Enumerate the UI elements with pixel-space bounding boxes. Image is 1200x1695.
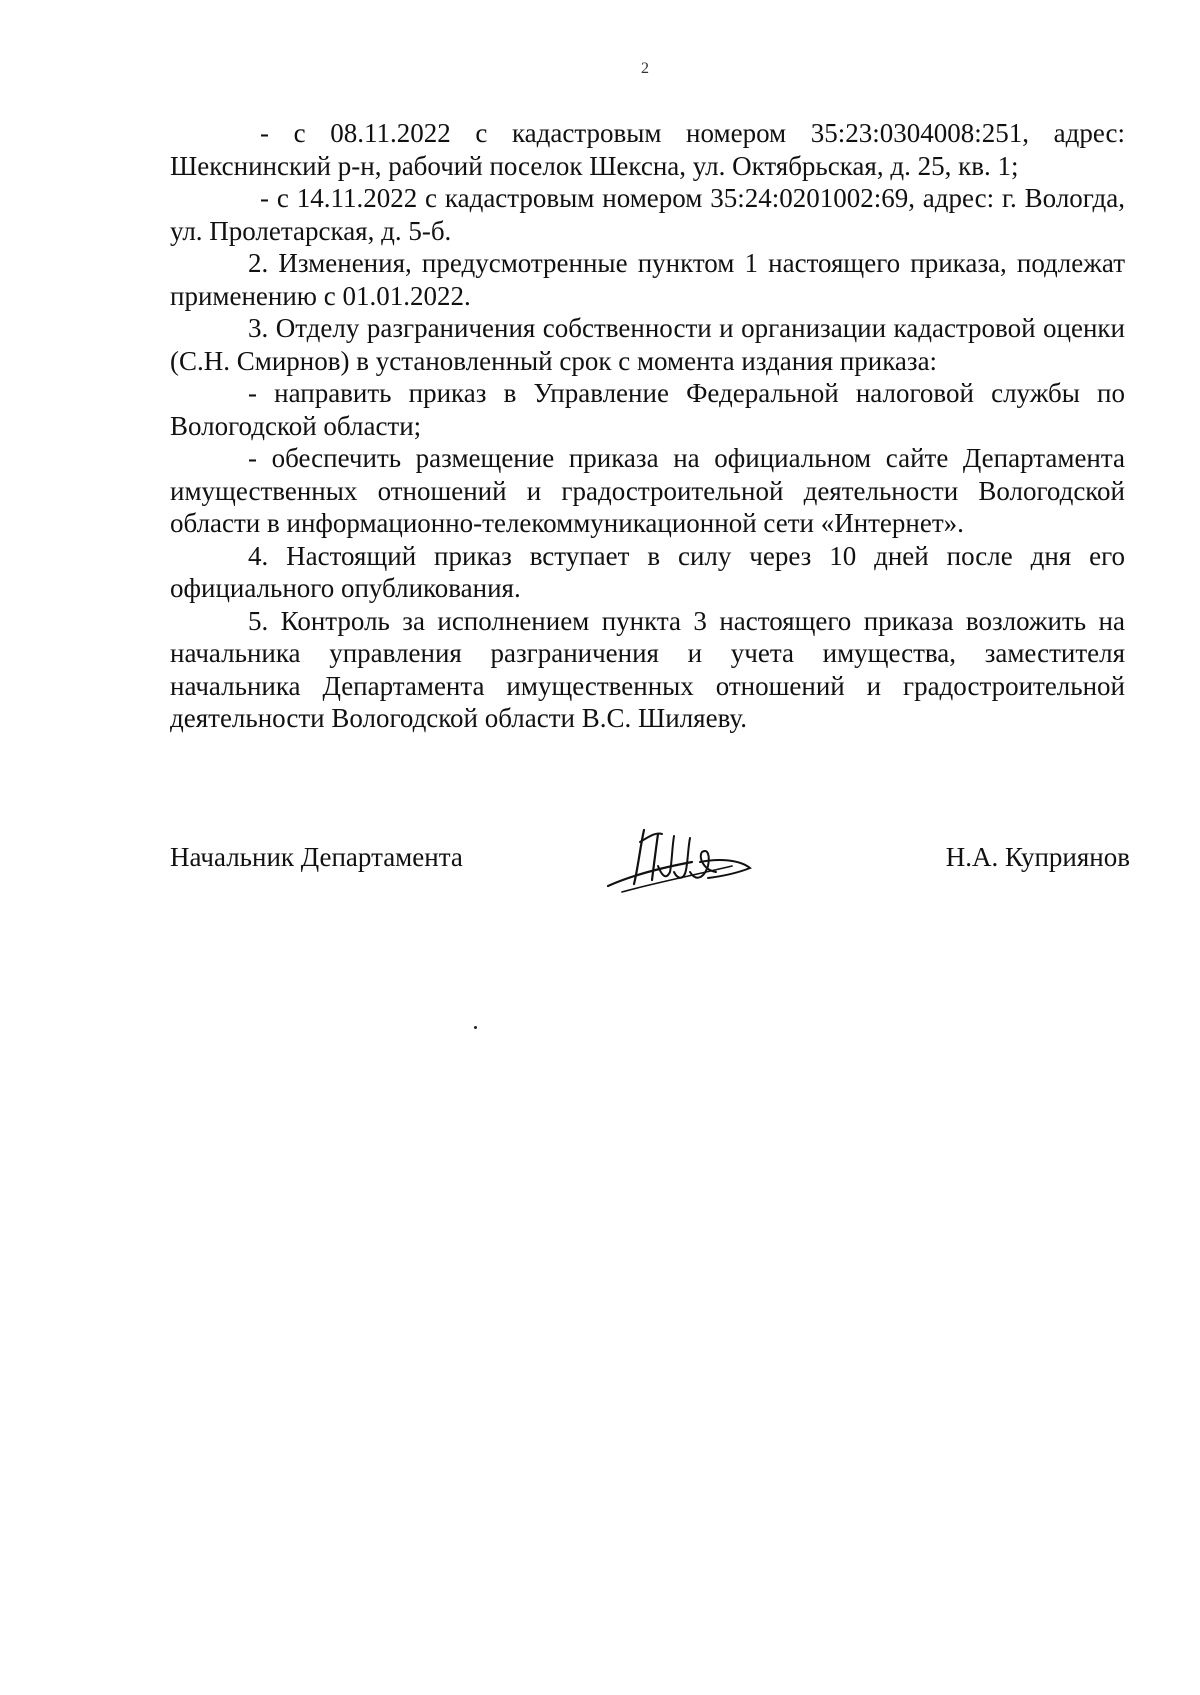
- paragraph-2: 2. Изменения, предусмотренные пунктом 1 настоящего приказа, подлежат применению с 01.01.2022.: [170, 248, 1125, 311]
- paragraph-5: 5. Контроль за исполнением пункта 3 настоящего приказа возложить на начальника управления разграничения и учета имущества, заместителя начальника Департамента имущественных отношений и градостроительной деятельности Вологодской области В.С. Шиляеву.: [170, 605, 1125, 733]
- paragraph-4: 4. Настоящий приказ вступает в силу через 10 дней после дня его официального опубликования.: [170, 540, 1125, 603]
- signatory-position: Начальник Департамента: [170, 842, 463, 872]
- paragraph-3-item-publish: - обеспечить размещение приказа на официальном сайте Департамента имущественных отношений и градостроительной деятельности Вологодской области в информационно-телекоммуникационной сети «Интернет».: [170, 443, 1125, 538]
- paragraph-item-vologda: - с 14.11.2022 с кадастровым номером 35:24:0201002:69, адрес: г. Вологда, ул. Пролетарская, д. 5-б.: [170, 183, 1125, 246]
- paragraph-3-item-send: - направить приказ в Управление Федеральной налоговой службы по Вологодской области;: [170, 378, 1125, 441]
- signature-block: [170, 830, 1130, 900]
- handwritten-signature: [600, 822, 770, 898]
- document-body: [170, 117, 1125, 735]
- signatory-name: Н.А. Куприянов: [945, 842, 1130, 872]
- scan-speck: [474, 1026, 477, 1029]
- page-number: 2: [641, 60, 649, 77]
- paragraph-3: 3. Отделу разграничения собственности и организации кадастровой оценки (С.Н. Смирнов) в установленный срок с момента издания приказа:: [170, 313, 1125, 376]
- paragraph-item-shexna: - с 08.11.2022 с кадастровым номером 35:23:0304008:251, адрес: Шекснинский р-н, рабочий поселок Шексна, ул. Октябрьская, д. 25, кв. 1;: [170, 118, 1125, 181]
